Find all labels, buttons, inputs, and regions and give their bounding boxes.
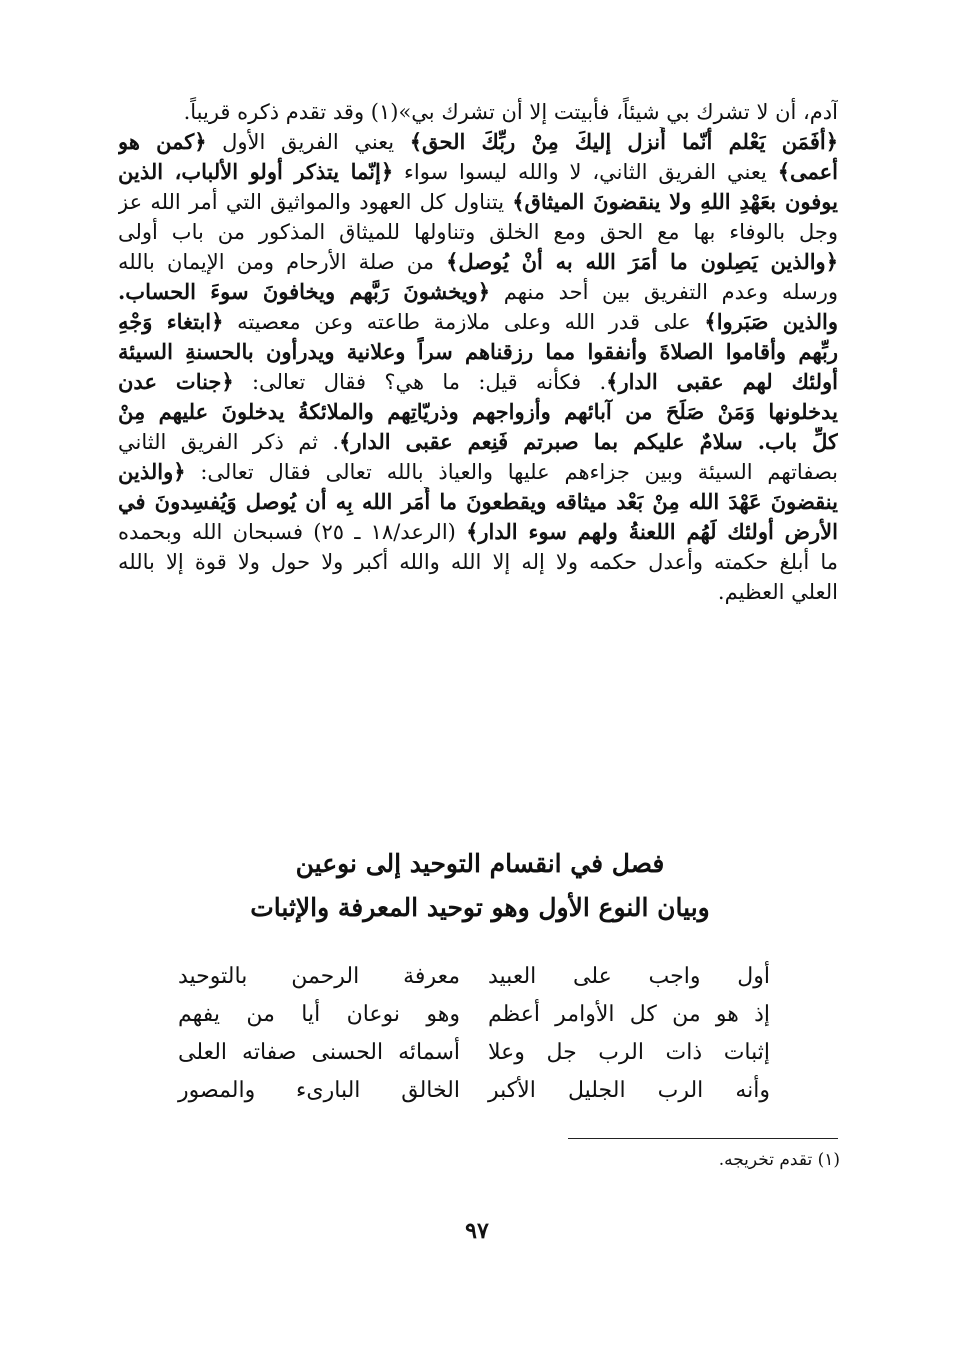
poem-verse-second: وهو نوعان أيا من يفهم: [178, 1002, 460, 1027]
poem-first-hemistichs: [488, 958, 770, 1110]
quran-quote: ﴿إنّما يتذكر أولو الألباب، الذين: [118, 159, 394, 184]
paragraph-line: [118, 487, 838, 517]
quran-quote: يوفون بعَهْدِ اللهِ ولا ينقضونَ الميثاق﴾: [512, 189, 838, 214]
paragraph-line: [118, 457, 838, 487]
commentary-text: آدم، أن لا تشرك بي شيئاً، فأبيتت إلا أن تشرك بي»(١) وقد تقدم ذكره قريباً.: [183, 100, 838, 124]
poem-verse-second: معرفة الرحمن بالتوحيد: [178, 964, 460, 989]
paragraph-line: [118, 277, 838, 307]
body-paragraph: [118, 97, 838, 607]
commentary-text: . فكأنه قيل: ما هي؟ فقال تعالى:: [233, 370, 607, 394]
quran-quote: يدخلونها وَمَنْ صَلَحَ من آبائهم وأزواجهم وذريّاتِهم والملائكةُ يدخلونَ عليهم مِنْ: [118, 399, 838, 424]
section-heading: [180, 842, 780, 930]
commentary-text: ورسله وعدم التفريق بين أحد منهم: [490, 280, 838, 304]
quran-quote: ﴿والذين يَصِلون ما أمَرَ الله به أنْ يُوصل﴾: [446, 249, 838, 274]
footnote: (١) تقدم تخريجه.: [718, 1150, 840, 1170]
paragraph-line: [118, 517, 838, 547]
paragraph-line: [118, 577, 838, 607]
poem-verse-first: إذ هو من كل الأوامر أعظم: [488, 1002, 770, 1027]
poem-verse-first: إثبات ذات الرب جل وعلا: [488, 1040, 770, 1065]
commentary-text: يعني الفريق الثاني، لا والله ليسوا سواء: [393, 160, 778, 184]
poem-verse-second: الخالق البارىء والمصور: [178, 1078, 460, 1103]
quran-quote: كلِّ باب. سلامٌ عليكم بما صبرتم فَنِعم عقبى الدار﴾: [339, 429, 838, 454]
paragraph-line: [118, 157, 838, 187]
quran-quote: ربِّهم وأقاموا الصلاةَ وأنفقوا مما رزقناهم سراً وعلانية ويدرأون بالحسنةِ السيئة: [118, 339, 838, 364]
paragraph-line: [118, 127, 838, 157]
quran-quote: ينقضونَ عَهْدَ الله مِنْ بَعْد ميثاقه ويقطعونَ ما أَمَر الله بِه أن يُوصل وَيُفسِدونَ في: [118, 489, 838, 514]
section-heading-line-1: فصل في انقسام التوحيد إلى نوعين: [295, 849, 665, 878]
section-heading-line-2: وبيان النوع الأول وهو توحيد المعرفة والإثبات: [250, 893, 710, 922]
quran-quote: والذين صَبَروا﴾: [704, 309, 838, 334]
quran-quote: أعمى﴾: [777, 159, 838, 184]
commentary-text: ما أبلغ حكمته وأعدل حكمه ولا إله إلا الله والله أكبر ولا حول ولا قوة إلا بالله: [118, 550, 838, 574]
quran-quote: ﴿ويخشونَ رَبَّهم ويخافونَ سوءَ الحساب.: [118, 279, 491, 304]
commentary-text: العلي العظيم.: [717, 580, 838, 604]
commentary-text: وجل بالوفاء بها مع الحق ومع الخلق وتناولها للميثاق المذكور من باب أولى: [118, 220, 838, 244]
poem-verse-first: وأنه الرب الجليل الأكبر: [488, 1078, 770, 1103]
quran-quote: ﴿والذين: [118, 459, 186, 484]
commentary-text: يتناول كل العهود والمواثيق التي أمر الله عز: [118, 190, 513, 214]
paragraph-line: [118, 337, 838, 367]
commentary-text: (الرعد/١٨ ـ ٢٥) فسبحان الله وبحمده: [118, 520, 467, 544]
quran-quote: ﴿ابتغاء وَجْهِ: [118, 309, 224, 334]
paragraph-line: [118, 547, 838, 577]
commentary-text: يعني الفريق الأول: [206, 130, 410, 154]
paragraph-line: [118, 367, 838, 397]
quran-quote: الأرض أولئك لَهُم اللعنةُ ولهم سوء الدار﴾: [466, 519, 838, 544]
quran-quote: ﴿أفَمَن يَعْلم أنّما أُنزل إليكَ مِنْ ربِّكَ الحق﴾: [409, 129, 838, 154]
paragraph-line: [118, 187, 838, 217]
paragraph-line: [118, 307, 838, 337]
poem-verse-second: أسمائه الحسنى صفاته العلى: [178, 1040, 460, 1065]
commentary-text: من صلة الأرحام ومن الإيمان بالله: [118, 250, 447, 274]
footnote-divider: [568, 1138, 838, 1139]
commentary-text: بصفاتهم السيئة وبين جزاءهم عليها والعياذ بالله تعالى فقال تعالى:: [185, 460, 838, 484]
paragraph-line: [118, 397, 838, 427]
commentary-text: على قدر الله وعلى ملازمة طاعته وعن معصيته: [223, 310, 705, 334]
page-number: ٩٧: [465, 1218, 489, 1244]
quran-quote: ﴿كمن هو: [118, 129, 207, 154]
poem-second-hemistichs: [178, 958, 460, 1110]
quran-quote: أولئك لهم عقبى الدار﴾: [606, 369, 838, 394]
paragraph-line: [118, 217, 838, 247]
paragraph-line: [118, 427, 838, 457]
paragraph-line: [118, 97, 838, 127]
poem-verse-first: أول واجب على العبيد: [488, 964, 770, 989]
paragraph-line: [118, 247, 838, 277]
quran-quote: ﴿جنات عدن: [118, 369, 234, 394]
commentary-text: . ثم ذكر الفريق الثاني: [118, 430, 340, 454]
